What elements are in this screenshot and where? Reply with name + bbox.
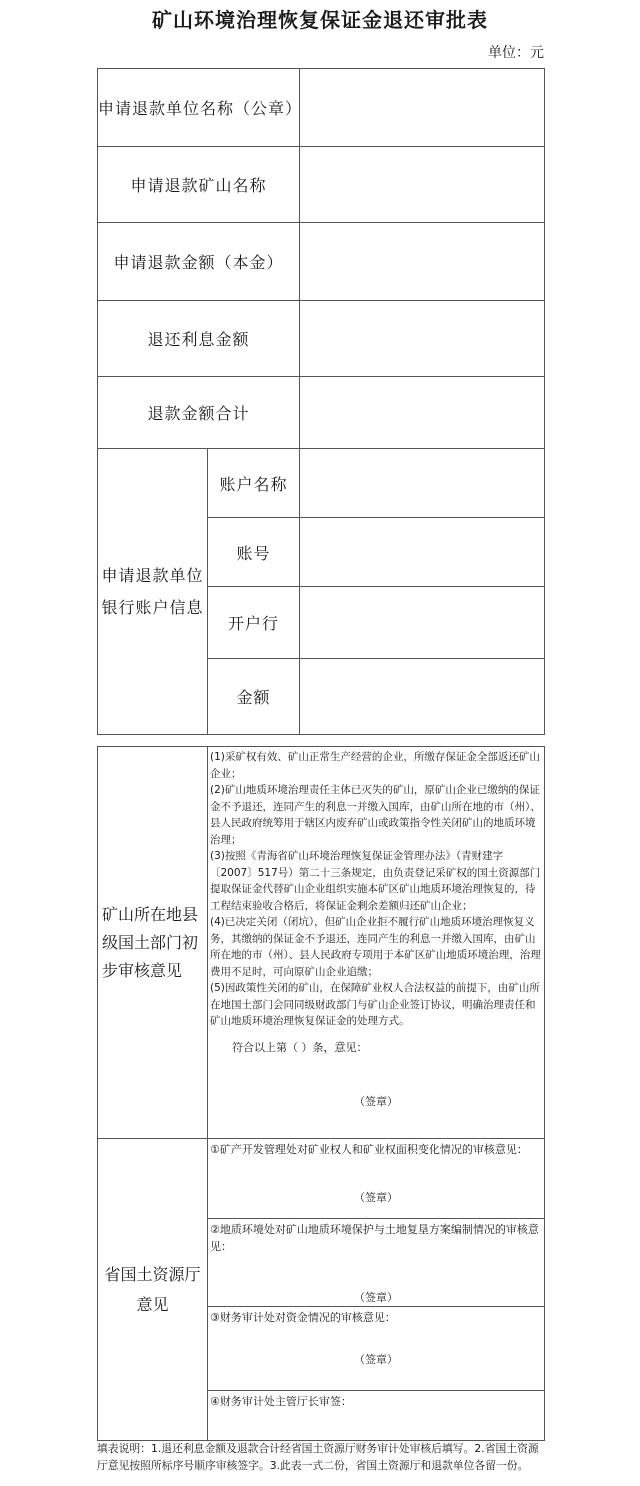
applicant-name-field[interactable] <box>300 69 545 147</box>
principal-amount-field[interactable] <box>300 223 545 301</box>
province-opinion-label <box>98 1139 208 1441</box>
bank-branch-field[interactable] <box>300 587 545 659</box>
total-amount-label: 退款金额合计 <box>98 377 300 449</box>
county-item-2: (2)矿山地质环境治理责任主体已灭失的矿山，原矿山企业已缴纳的保证金不予退还，连同产生的利息一并缴入国库，由矿山所在地的市（州）、县人民政府统筹用于辖区内废弃矿山或政策指令性关闭矿山的地质环境治理； <box>210 784 541 846</box>
bank-branch-label: 开户行 <box>208 587 300 659</box>
county-conform-line[interactable]: 符合以上第（ ）条，意见： <box>232 1040 368 1054</box>
county-review-label-line1: 矿山所在地县 <box>102 904 199 924</box>
applicant-name-label: 申请退款单位名称（公章） <box>98 69 300 147</box>
county-item-5: (5)因政策性关闭的矿山，在保障矿业权人合法权益的前提下，由矿山所在地国土部门会同同级财政部门与矿山企业签订协议，明确治理责任和矿山地质环境治理恢复保证金的处理方式。 <box>210 982 540 1027</box>
mine-name-label: 申请退款矿山名称 <box>98 147 300 223</box>
county-seal: （签章） <box>354 1095 398 1108</box>
account-name-field[interactable] <box>300 449 545 518</box>
opinion-finance-seal: （签章） <box>354 1353 398 1366</box>
opinion-mining-management-text: ①矿产开发管理处对矿业权人和矿业权面积变化情况的审核意见： <box>210 1143 528 1156</box>
county-review-label-line3: 步审核意见 <box>102 960 183 980</box>
county-review-content <box>208 747 545 1139</box>
review-table <box>97 746 545 1441</box>
county-item-1: (1)采矿权有效、矿山正常生产经营的企业，所缴存保证金全部返还矿山企业； <box>210 751 540 780</box>
interest-amount-field[interactable] <box>300 301 545 377</box>
county-item-3: (3)按照《青海省矿山环境治理恢复保证金管理办法》（青财建字〔2007〕517号）第二十三条规定，由负责登记采矿权的国土资源部门提取保证金代替矿山企业组织实施本矿区矿山地质环境治理恢复的，待工程结束验收合格后，将保证金剩余差额归还矿山企业； <box>210 850 541 912</box>
county-item-4: (4)已决定关闭（闭坑），但矿山企业拒不履行矿山地质环境治理恢复义务，其缴纳的保证金不予退还，连同产生的利息一并缴入国库，由矿山所在地的市（州）、县人民政府专项用于本矿区矿山地质环境治理，治理费用不足时，可向原矿山企业追缴； <box>210 916 541 978</box>
opinion-mining-management[interactable] <box>208 1139 545 1219</box>
bank-amount-label: 金额 <box>208 659 300 735</box>
principal-amount-label: 申请退款金额（本金） <box>98 223 300 301</box>
province-opinion-label-line1: 省国土资源厅 <box>104 1264 201 1284</box>
account-number-label: 账号 <box>208 518 300 587</box>
opinion-deputy-director-text: ④财务审计处主管厅长审签： <box>210 1395 352 1408</box>
bank-amount-field[interactable] <box>300 659 545 735</box>
interest-amount-label: 退还利息金额 <box>98 301 300 377</box>
application-table <box>97 68 545 735</box>
form-title: 矿山环境治理恢复保证金退还审批表 <box>152 8 488 32</box>
account-name-label: 账户名称 <box>208 449 300 518</box>
mine-name-field[interactable] <box>300 147 545 223</box>
filling-instructions: 填表说明：1.退还利息金额及退款合计经省国土资源厅财务审计处审核后填写。2.省国土资源厅意见按照所标序号顺序审核签字。3.此表一式二份，省国土资源厅和退款单位各留一份。 <box>97 1442 539 1472</box>
opinion-deputy-director[interactable] <box>208 1391 545 1441</box>
bank-info-label <box>98 449 208 735</box>
opinion-geo-seal: （签章） <box>354 1291 398 1304</box>
opinion-finance-audit[interactable] <box>208 1307 545 1391</box>
province-opinion-label-line2: 意见 <box>136 1294 169 1314</box>
bank-info-label-line2: 银行账户信息 <box>101 597 204 617</box>
county-review-label <box>98 747 208 1139</box>
opinion-geo-environment[interactable] <box>208 1219 545 1307</box>
opinion-mining-seal: （签章） <box>354 1191 398 1204</box>
total-amount-field[interactable] <box>300 377 545 449</box>
unit-label: 单位：元 <box>488 45 544 61</box>
account-number-field[interactable] <box>300 518 545 587</box>
opinion-geo-environment-text: ②地质环境处对矿山地质环境保护与土地复垦方案编制情况的审核意见： <box>210 1223 539 1253</box>
bank-info-label-line1: 申请退款单位 <box>101 565 204 585</box>
county-review-label-line2: 级国土部门初 <box>102 932 199 952</box>
opinion-finance-audit-text: ③财务审计处对资金情况的审核意见： <box>210 1311 396 1324</box>
